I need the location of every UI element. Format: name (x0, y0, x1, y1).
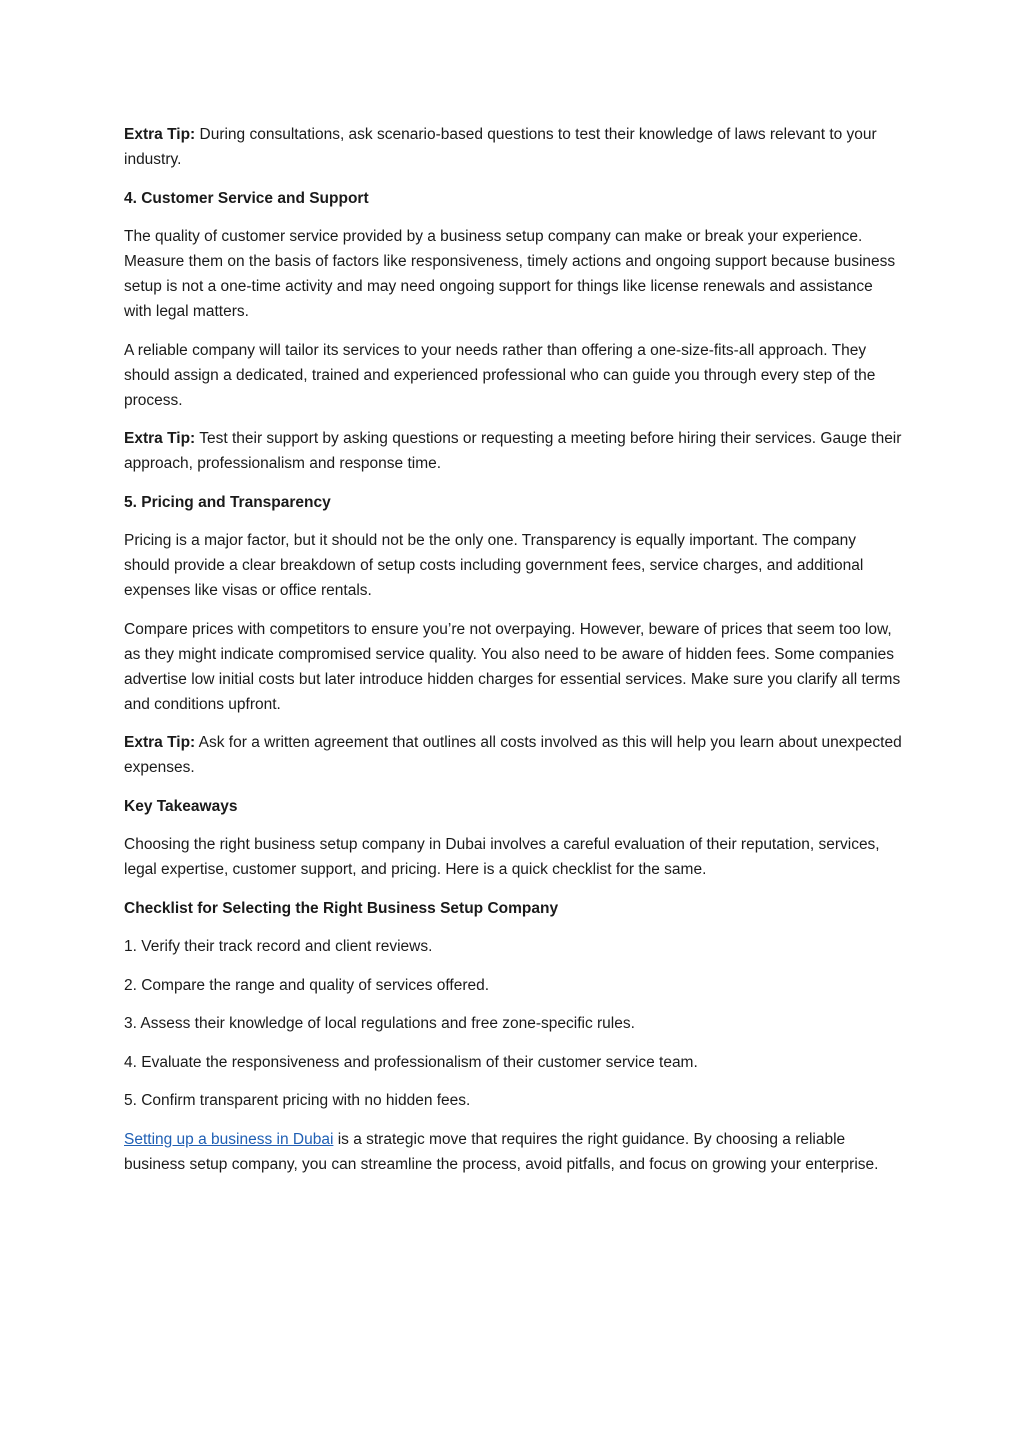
pricing-paragraph-1: Pricing is a major factor, but it should not be the only one. Transparency is equally important. The company should provide a clear breakdown of setup costs including government fees, service charges, and additional expenses like visas or office rentals. (124, 532, 864, 599)
section-heading-pricing: 5. Pricing and Transparency (124, 493, 331, 511)
extra-tip-paragraph (124, 122, 902, 172)
pricing-paragraph-2: Compare prices with competitors to ensure you’re not overpaying. However, beware of prices that seem too low, as they might indicate compromised service quality. You also need to be aware of hidden fees. Some companies advertise low initial costs but later introduce hidden charges for essential services. Make sure you clarify all terms and conditions upfront. (124, 620, 901, 713)
checklist-item: 1. Verify their track record and client reviews. (124, 938, 433, 955)
section-heading-customer-service: 4. Customer Service and Support (124, 189, 369, 207)
extra-tip-text: Ask for a written agreement that outlines all costs involved as this will help you learn about unexpected expenses. (124, 734, 902, 776)
extra-tip-label: Extra Tip: (124, 430, 196, 447)
extra-tip-text: Test their support by asking questions or requesting a meeting before hiring their services. Gauge their approach, professionalism and response time. (124, 430, 902, 472)
section-heading-checklist: Checklist for Selecting the Right Business Setup Company (124, 899, 559, 917)
extra-tip-text: During consultations, ask scenario-based questions to test their knowledge of laws relevant to your industry. (124, 126, 877, 168)
closing-text: is a strategic move that requires the right guidance. By choosing a reliable business setup company, you can streamline the process, avoid pitfalls, and focus on growing your enterprise. (124, 1130, 879, 1173)
checklist-item: 4. Evaluate the responsiveness and professionalism of their customer service team. (124, 1053, 698, 1071)
extra-tip-label: Extra Tip: (124, 126, 196, 143)
checklist-item: 2. Compare the range and quality of services offered. (124, 976, 490, 994)
checklist-item: 5. Confirm transparent pricing with no hidden fees. (124, 1092, 471, 1109)
extra-tip-paragraph (124, 426, 902, 476)
customer-service-paragraph-2: A reliable company will tailor its services to your needs rather than offering a one-size-fits-all approach. They should assign a dedicated, trained and experienced professional who can guide you through every step of the process. (124, 341, 876, 409)
extra-tip-paragraph (124, 730, 902, 780)
customer-service-paragraph-1: The quality of customer service provided by a business setup company can make or break your experience. Measure them on the basis of factors like responsiveness, timely actions and ongoing support because business setup is not a one-time activity and may need ongoing support for things like license renewals and assistance with legal matters. (124, 228, 896, 320)
extra-tip-label: Extra Tip: (124, 734, 196, 751)
document-page (124, 122, 902, 1190)
closing-paragraph (124, 1127, 902, 1177)
checklist-item: 3. Assess their knowledge of local regulations and free zone-specific rules. (124, 1015, 635, 1032)
key-takeaways-paragraph: Choosing the right business setup company in Dubai involves a careful evaluation of their reputation, services, legal expertise, customer support, and pricing. Here is a quick checklist for the same. (124, 836, 880, 878)
section-heading-key-takeaways: Key Takeaways (124, 797, 238, 815)
setting-up-business-dubai-link[interactable]: Setting up a business in Dubai (124, 1130, 334, 1148)
